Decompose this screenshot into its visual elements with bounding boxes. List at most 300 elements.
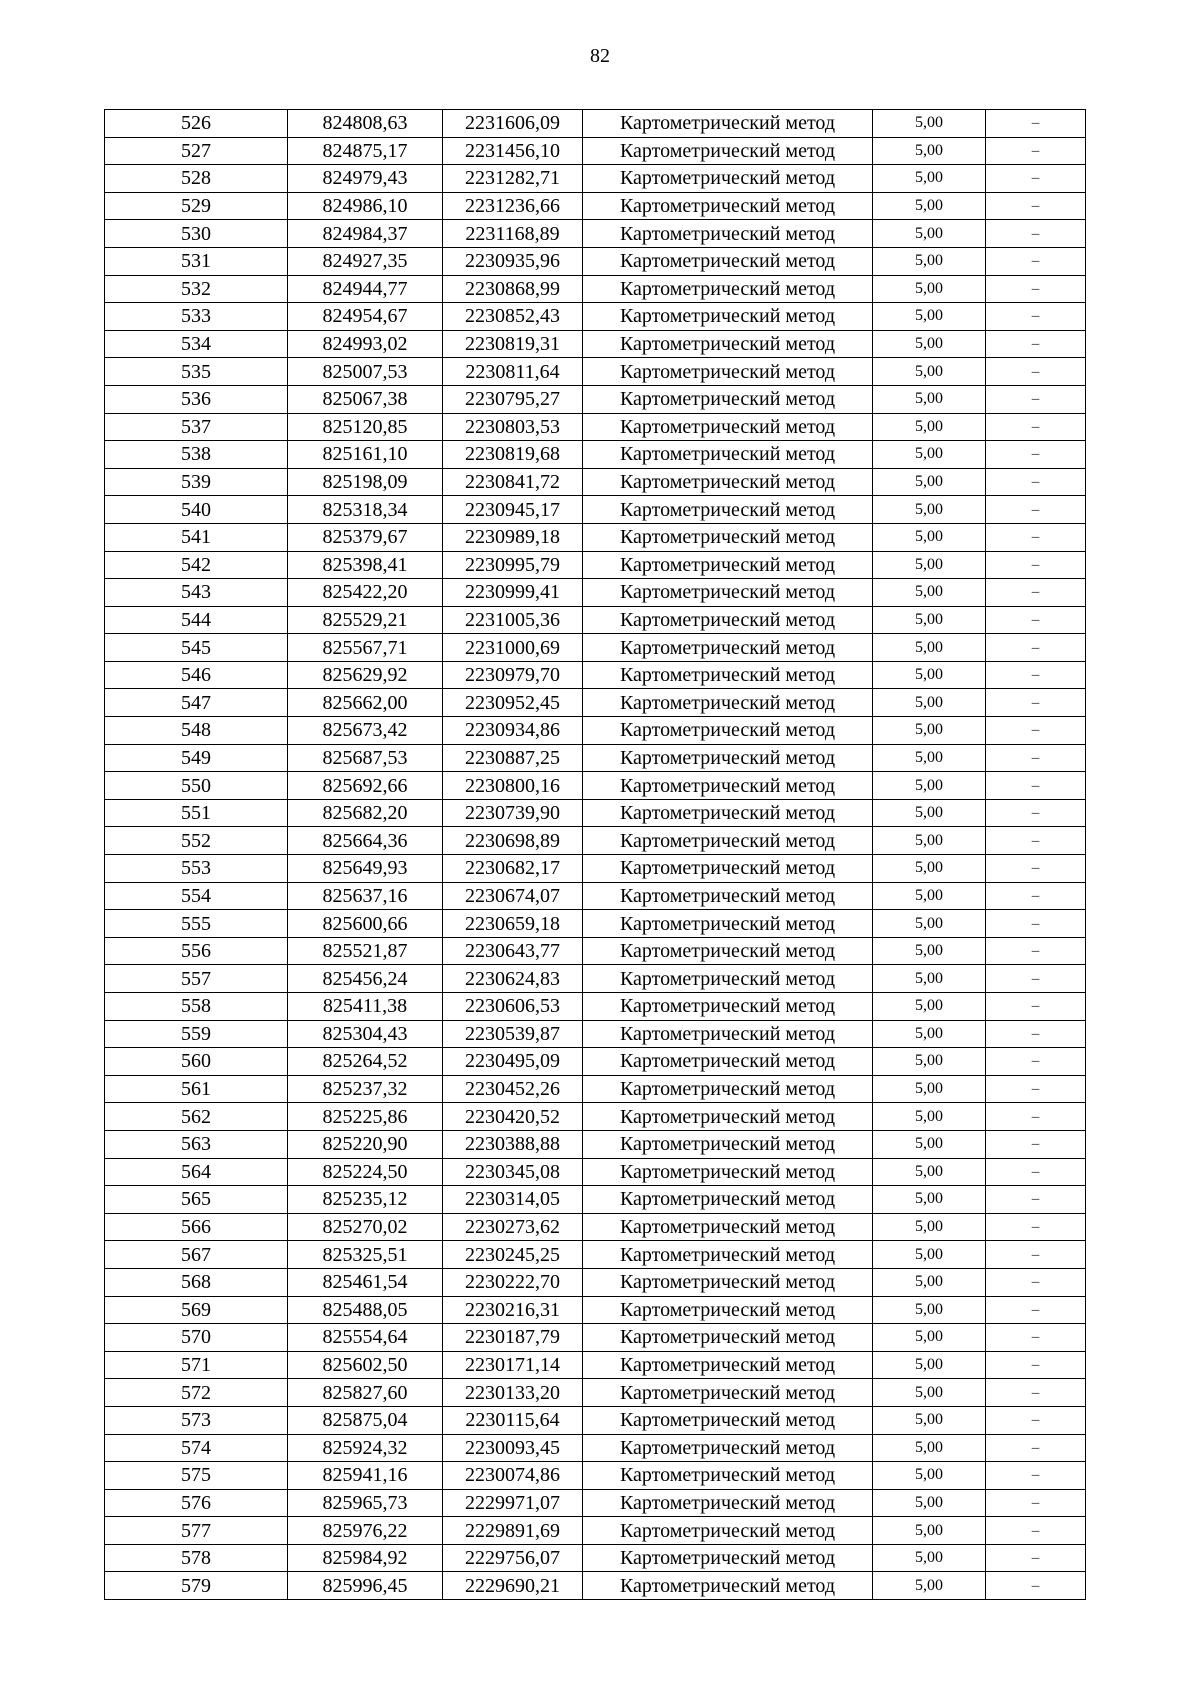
accuracy-cell: 5,00 [873, 220, 986, 248]
table-row [105, 1158, 1086, 1186]
method-cell: Картометрический метод [583, 1544, 873, 1572]
x-coordinate-cell: 824986,10 [288, 192, 443, 220]
accuracy-cell: 5,00 [873, 606, 986, 634]
x-coordinate-cell: 825461,54 [288, 1268, 443, 1296]
y-coordinate-cell: 2230952,45 [443, 689, 583, 717]
accuracy-cell: 5,00 [873, 413, 986, 441]
note-cell: – [986, 1324, 1086, 1352]
method-cell: Картометрический метод [583, 1324, 873, 1352]
note-cell: – [986, 523, 1086, 551]
note-cell: – [986, 330, 1086, 358]
method-cell: Картометрический метод [583, 1572, 873, 1600]
method-cell: Картометрический метод [583, 110, 873, 138]
table-row [105, 1130, 1086, 1158]
method-cell: Картометрический метод [583, 1379, 873, 1407]
method-cell: Картометрический метод [583, 303, 873, 331]
table-row [105, 689, 1086, 717]
method-cell: Картометрический метод [583, 1158, 873, 1186]
accuracy-cell: 5,00 [873, 330, 986, 358]
note-cell: – [986, 855, 1086, 883]
method-cell: Картометрический метод [583, 993, 873, 1021]
point-number-cell: 557 [105, 965, 288, 993]
x-coordinate-cell: 825567,71 [288, 634, 443, 662]
point-number-cell: 538 [105, 441, 288, 469]
note-cell: – [986, 965, 1086, 993]
table-row [105, 1572, 1086, 1600]
x-coordinate-cell: 825682,20 [288, 799, 443, 827]
y-coordinate-cell: 2230171,14 [443, 1351, 583, 1379]
x-coordinate-cell: 825304,43 [288, 1020, 443, 1048]
x-coordinate-cell: 825120,85 [288, 413, 443, 441]
note-cell: – [986, 1158, 1086, 1186]
point-number-cell: 556 [105, 937, 288, 965]
y-coordinate-cell: 2230388,88 [443, 1130, 583, 1158]
y-coordinate-cell: 2230222,70 [443, 1268, 583, 1296]
method-cell: Картометрический метод [583, 413, 873, 441]
point-number-cell: 568 [105, 1268, 288, 1296]
y-coordinate-cell: 2230420,52 [443, 1103, 583, 1131]
y-coordinate-cell: 2230539,87 [443, 1020, 583, 1048]
note-cell: – [986, 1517, 1086, 1545]
y-coordinate-cell: 2230674,07 [443, 882, 583, 910]
note-cell: – [986, 1268, 1086, 1296]
y-coordinate-cell: 2230495,09 [443, 1048, 583, 1076]
table-row [105, 496, 1086, 524]
y-coordinate-cell: 2230979,70 [443, 661, 583, 689]
y-coordinate-cell: 2231606,09 [443, 110, 583, 138]
y-coordinate-cell: 2229690,21 [443, 1572, 583, 1600]
method-cell: Картометрический метод [583, 1020, 873, 1048]
accuracy-cell: 5,00 [873, 1075, 986, 1103]
point-number-cell: 578 [105, 1544, 288, 1572]
note-cell: – [986, 413, 1086, 441]
point-number-cell: 539 [105, 468, 288, 496]
x-coordinate-cell: 825224,50 [288, 1158, 443, 1186]
note-cell: – [986, 1406, 1086, 1434]
y-coordinate-cell: 2230314,05 [443, 1186, 583, 1214]
accuracy-cell: 5,00 [873, 827, 986, 855]
accuracy-cell: 5,00 [873, 358, 986, 386]
method-cell: Картометрический метод [583, 1048, 873, 1076]
accuracy-cell: 5,00 [873, 523, 986, 551]
accuracy-cell: 5,00 [873, 1434, 986, 1462]
y-coordinate-cell: 2230452,26 [443, 1075, 583, 1103]
accuracy-cell: 5,00 [873, 1296, 986, 1324]
method-cell: Картометрический метод [583, 1434, 873, 1462]
note-cell: – [986, 468, 1086, 496]
table-row [105, 1020, 1086, 1048]
x-coordinate-cell: 825629,92 [288, 661, 443, 689]
point-number-cell: 545 [105, 634, 288, 662]
x-coordinate-cell: 825649,93 [288, 855, 443, 883]
coordinates-table-body [105, 110, 1086, 1600]
x-coordinate-cell: 825270,02 [288, 1213, 443, 1241]
point-number-cell: 564 [105, 1158, 288, 1186]
method-cell: Картометрический метод [583, 468, 873, 496]
method-cell: Картометрический метод [583, 882, 873, 910]
accuracy-cell: 5,00 [873, 1130, 986, 1158]
accuracy-cell: 5,00 [873, 799, 986, 827]
table-row [105, 468, 1086, 496]
method-cell: Картометрический метод [583, 717, 873, 745]
table-row [105, 1489, 1086, 1517]
method-cell: Картометрический метод [583, 689, 873, 717]
accuracy-cell: 5,00 [873, 717, 986, 745]
note-cell: – [986, 1020, 1086, 1048]
x-coordinate-cell: 825827,60 [288, 1379, 443, 1407]
accuracy-cell: 5,00 [873, 1351, 986, 1379]
accuracy-cell: 5,00 [873, 551, 986, 579]
x-coordinate-cell: 825220,90 [288, 1130, 443, 1158]
accuracy-cell: 5,00 [873, 744, 986, 772]
accuracy-cell: 5,00 [873, 1213, 986, 1241]
y-coordinate-cell: 2230245,25 [443, 1241, 583, 1269]
method-cell: Картометрический метод [583, 551, 873, 579]
y-coordinate-cell: 2230999,41 [443, 579, 583, 607]
accuracy-cell: 5,00 [873, 468, 986, 496]
accuracy-cell: 5,00 [873, 1462, 986, 1490]
accuracy-cell: 5,00 [873, 772, 986, 800]
y-coordinate-cell: 2230852,43 [443, 303, 583, 331]
note-cell: – [986, 1048, 1086, 1076]
point-number-cell: 531 [105, 247, 288, 275]
point-number-cell: 571 [105, 1351, 288, 1379]
point-number-cell: 577 [105, 1517, 288, 1545]
x-coordinate-cell: 824944,77 [288, 275, 443, 303]
table-row [105, 1268, 1086, 1296]
y-coordinate-cell: 2231000,69 [443, 634, 583, 662]
method-cell: Картометрический метод [583, 523, 873, 551]
y-coordinate-cell: 2230841,72 [443, 468, 583, 496]
table-row [105, 634, 1086, 662]
point-number-cell: 565 [105, 1186, 288, 1214]
point-number-cell: 526 [105, 110, 288, 138]
method-cell: Картометрический метод [583, 937, 873, 965]
table-row [105, 303, 1086, 331]
x-coordinate-cell: 825673,42 [288, 717, 443, 745]
accuracy-cell: 5,00 [873, 965, 986, 993]
y-coordinate-cell: 2230934,86 [443, 717, 583, 745]
x-coordinate-cell: 825198,09 [288, 468, 443, 496]
method-cell: Картометрический метод [583, 965, 873, 993]
y-coordinate-cell: 2230115,64 [443, 1406, 583, 1434]
y-coordinate-cell: 2231236,66 [443, 192, 583, 220]
table-row [105, 1351, 1086, 1379]
point-number-cell: 540 [105, 496, 288, 524]
table-row [105, 579, 1086, 607]
x-coordinate-cell: 825941,16 [288, 1462, 443, 1490]
accuracy-cell: 5,00 [873, 275, 986, 303]
x-coordinate-cell: 825422,20 [288, 579, 443, 607]
x-coordinate-cell: 825318,34 [288, 496, 443, 524]
x-coordinate-cell: 824875,17 [288, 137, 443, 165]
point-number-cell: 572 [105, 1379, 288, 1407]
table-row [105, 1213, 1086, 1241]
method-cell: Картометрический метод [583, 634, 873, 662]
y-coordinate-cell: 2231456,10 [443, 137, 583, 165]
accuracy-cell: 5,00 [873, 579, 986, 607]
method-cell: Картометрический метод [583, 1489, 873, 1517]
note-cell: – [986, 441, 1086, 469]
note-cell: – [986, 1186, 1086, 1214]
point-number-cell: 558 [105, 993, 288, 1021]
accuracy-cell: 5,00 [873, 1406, 986, 1434]
table-row [105, 937, 1086, 965]
x-coordinate-cell: 824954,67 [288, 303, 443, 331]
point-number-cell: 548 [105, 717, 288, 745]
y-coordinate-cell: 2230868,99 [443, 275, 583, 303]
accuracy-cell: 5,00 [873, 496, 986, 524]
note-cell: – [986, 827, 1086, 855]
y-coordinate-cell: 2230698,89 [443, 827, 583, 855]
x-coordinate-cell: 825237,32 [288, 1075, 443, 1103]
y-coordinate-cell: 2230606,53 [443, 993, 583, 1021]
point-number-cell: 570 [105, 1324, 288, 1352]
table-row [105, 358, 1086, 386]
point-number-cell: 546 [105, 661, 288, 689]
point-number-cell: 534 [105, 330, 288, 358]
method-cell: Картометрический метод [583, 827, 873, 855]
point-number-cell: 573 [105, 1406, 288, 1434]
table-row [105, 1462, 1086, 1490]
method-cell: Картометрический метод [583, 1103, 873, 1131]
method-cell: Картометрический метод [583, 855, 873, 883]
table-row [105, 110, 1086, 138]
note-cell: – [986, 1075, 1086, 1103]
table-row [105, 220, 1086, 248]
y-coordinate-cell: 2230995,79 [443, 551, 583, 579]
method-cell: Картометрический метод [583, 275, 873, 303]
note-cell: – [986, 1544, 1086, 1572]
x-coordinate-cell: 825379,67 [288, 523, 443, 551]
point-number-cell: 553 [105, 855, 288, 883]
accuracy-cell: 5,00 [873, 1020, 986, 1048]
accuracy-cell: 5,00 [873, 1489, 986, 1517]
point-number-cell: 551 [105, 799, 288, 827]
point-number-cell: 544 [105, 606, 288, 634]
x-coordinate-cell: 825602,50 [288, 1351, 443, 1379]
y-coordinate-cell: 2230819,31 [443, 330, 583, 358]
x-coordinate-cell: 825637,16 [288, 882, 443, 910]
method-cell: Картометрический метод [583, 910, 873, 938]
point-number-cell: 554 [105, 882, 288, 910]
y-coordinate-cell: 2230074,86 [443, 1462, 583, 1490]
method-cell: Картометрический метод [583, 247, 873, 275]
y-coordinate-cell: 2230624,83 [443, 965, 583, 993]
method-cell: Картометрический метод [583, 165, 873, 193]
accuracy-cell: 5,00 [873, 634, 986, 662]
note-cell: – [986, 1130, 1086, 1158]
point-number-cell: 530 [105, 220, 288, 248]
table-row [105, 275, 1086, 303]
note-cell: – [986, 772, 1086, 800]
note-cell: – [986, 1572, 1086, 1600]
y-coordinate-cell: 2230659,18 [443, 910, 583, 938]
table-row [105, 523, 1086, 551]
table-row [105, 910, 1086, 938]
y-coordinate-cell: 2229756,07 [443, 1544, 583, 1572]
point-number-cell: 560 [105, 1048, 288, 1076]
table-row [105, 661, 1086, 689]
point-number-cell: 549 [105, 744, 288, 772]
table-row [105, 1048, 1086, 1076]
coordinates-table [104, 109, 1086, 1600]
accuracy-cell: 5,00 [873, 1268, 986, 1296]
note-cell: – [986, 247, 1086, 275]
method-cell: Картометрический метод [583, 1462, 873, 1490]
table-row [105, 1406, 1086, 1434]
x-coordinate-cell: 825456,24 [288, 965, 443, 993]
note-cell: – [986, 137, 1086, 165]
note-cell: – [986, 192, 1086, 220]
method-cell: Картометрический метод [583, 1517, 873, 1545]
x-coordinate-cell: 825521,87 [288, 937, 443, 965]
point-number-cell: 537 [105, 413, 288, 441]
x-coordinate-cell: 825664,36 [288, 827, 443, 855]
table-row [105, 993, 1086, 1021]
y-coordinate-cell: 2231168,89 [443, 220, 583, 248]
x-coordinate-cell: 825264,52 [288, 1048, 443, 1076]
accuracy-cell: 5,00 [873, 855, 986, 883]
point-number-cell: 541 [105, 523, 288, 551]
note-cell: – [986, 165, 1086, 193]
y-coordinate-cell: 2231282,71 [443, 165, 583, 193]
point-number-cell: 532 [105, 275, 288, 303]
x-coordinate-cell: 825325,51 [288, 1241, 443, 1269]
table-row [105, 1324, 1086, 1352]
method-cell: Картометрический метод [583, 579, 873, 607]
x-coordinate-cell: 825600,66 [288, 910, 443, 938]
point-number-cell: 562 [105, 1103, 288, 1131]
y-coordinate-cell: 2230273,62 [443, 1213, 583, 1241]
accuracy-cell: 5,00 [873, 1103, 986, 1131]
point-number-cell: 528 [105, 165, 288, 193]
x-coordinate-cell: 824993,02 [288, 330, 443, 358]
note-cell: – [986, 882, 1086, 910]
note-cell: – [986, 661, 1086, 689]
y-coordinate-cell: 2230739,90 [443, 799, 583, 827]
table-row [105, 137, 1086, 165]
table-row [105, 330, 1086, 358]
accuracy-cell: 5,00 [873, 993, 986, 1021]
y-coordinate-cell: 2230800,16 [443, 772, 583, 800]
y-coordinate-cell: 2230795,27 [443, 385, 583, 413]
method-cell: Картометрический метод [583, 1130, 873, 1158]
x-coordinate-cell: 825692,66 [288, 772, 443, 800]
method-cell: Картометрический метод [583, 192, 873, 220]
y-coordinate-cell: 2230819,68 [443, 441, 583, 469]
point-number-cell: 536 [105, 385, 288, 413]
x-coordinate-cell: 825965,73 [288, 1489, 443, 1517]
table-row [105, 165, 1086, 193]
table-row [105, 1241, 1086, 1269]
x-coordinate-cell: 825875,04 [288, 1406, 443, 1434]
accuracy-cell: 5,00 [873, 1048, 986, 1076]
accuracy-cell: 5,00 [873, 1572, 986, 1600]
accuracy-cell: 5,00 [873, 441, 986, 469]
y-coordinate-cell: 2230345,08 [443, 1158, 583, 1186]
table-row [105, 827, 1086, 855]
y-coordinate-cell: 2230803,53 [443, 413, 583, 441]
y-coordinate-cell: 2231005,36 [443, 606, 583, 634]
accuracy-cell: 5,00 [873, 882, 986, 910]
method-cell: Картометрический метод [583, 1075, 873, 1103]
page-number: 82 [590, 45, 610, 67]
note-cell: – [986, 579, 1086, 607]
x-coordinate-cell: 824808,63 [288, 110, 443, 138]
accuracy-cell: 5,00 [873, 137, 986, 165]
y-coordinate-cell: 2230133,20 [443, 1379, 583, 1407]
x-coordinate-cell: 825984,92 [288, 1544, 443, 1572]
y-coordinate-cell: 2229971,07 [443, 1489, 583, 1517]
method-cell: Картометрический метод [583, 1268, 873, 1296]
note-cell: – [986, 385, 1086, 413]
method-cell: Картометрический метод [583, 1186, 873, 1214]
method-cell: Картометрический метод [583, 496, 873, 524]
note-cell: – [986, 1103, 1086, 1131]
x-coordinate-cell: 825996,45 [288, 1572, 443, 1600]
point-number-cell: 566 [105, 1213, 288, 1241]
method-cell: Картометрический метод [583, 772, 873, 800]
table-row [105, 855, 1086, 883]
note-cell: – [986, 689, 1086, 717]
note-cell: – [986, 551, 1086, 579]
table-row [105, 799, 1086, 827]
table-row [105, 882, 1086, 910]
method-cell: Картометрический метод [583, 1296, 873, 1324]
method-cell: Картометрический метод [583, 330, 873, 358]
accuracy-cell: 5,00 [873, 1517, 986, 1545]
note-cell: – [986, 303, 1086, 331]
x-coordinate-cell: 825529,21 [288, 606, 443, 634]
table-row [105, 1379, 1086, 1407]
accuracy-cell: 5,00 [873, 937, 986, 965]
y-coordinate-cell: 2230935,96 [443, 247, 583, 275]
method-cell: Картометрический метод [583, 1351, 873, 1379]
table-row [105, 1186, 1086, 1214]
point-number-cell: 543 [105, 579, 288, 607]
x-coordinate-cell: 825662,00 [288, 689, 443, 717]
point-number-cell: 550 [105, 772, 288, 800]
point-number-cell: 529 [105, 192, 288, 220]
point-number-cell: 561 [105, 1075, 288, 1103]
y-coordinate-cell: 2230187,79 [443, 1324, 583, 1352]
x-coordinate-cell: 825687,53 [288, 744, 443, 772]
point-number-cell: 575 [105, 1462, 288, 1490]
point-number-cell: 567 [105, 1241, 288, 1269]
x-coordinate-cell: 824979,43 [288, 165, 443, 193]
y-coordinate-cell: 2230682,17 [443, 855, 583, 883]
method-cell: Картометрический метод [583, 1406, 873, 1434]
table-row [105, 1103, 1086, 1131]
note-cell: – [986, 496, 1086, 524]
y-coordinate-cell: 2230887,25 [443, 744, 583, 772]
method-cell: Картометрический метод [583, 661, 873, 689]
y-coordinate-cell: 2230093,45 [443, 1434, 583, 1462]
table-row [105, 441, 1086, 469]
table-row [105, 606, 1086, 634]
table-row [105, 413, 1086, 441]
note-cell: – [986, 1462, 1086, 1490]
method-cell: Картометрический метод [583, 744, 873, 772]
note-cell: – [986, 1434, 1086, 1462]
note-cell: – [986, 220, 1086, 248]
note-cell: – [986, 1241, 1086, 1269]
table-row [105, 1075, 1086, 1103]
x-coordinate-cell: 825398,41 [288, 551, 443, 579]
point-number-cell: 533 [105, 303, 288, 331]
note-cell: – [986, 1296, 1086, 1324]
